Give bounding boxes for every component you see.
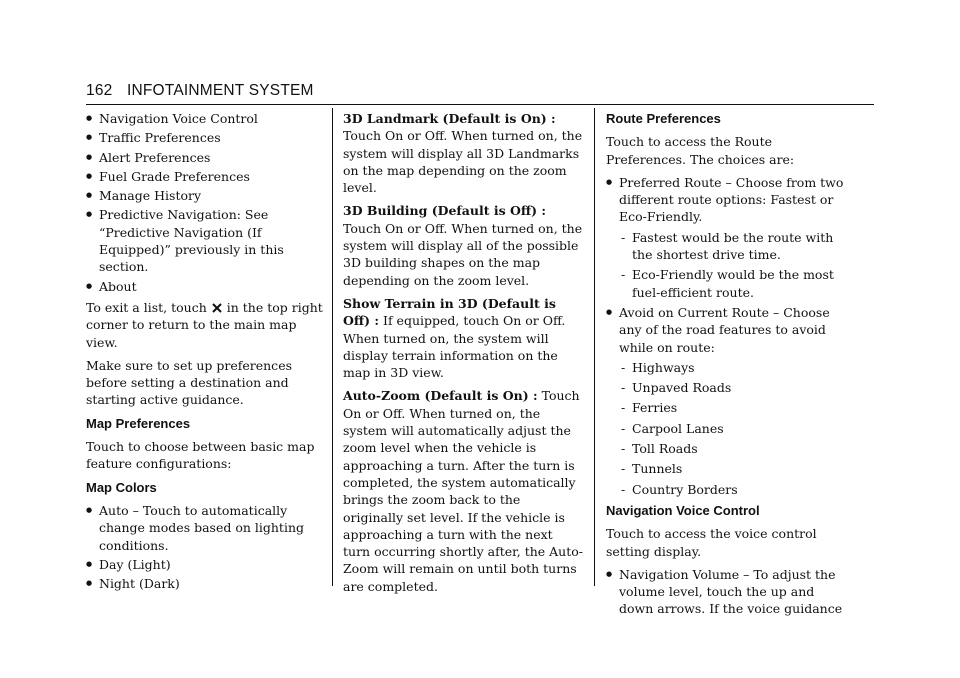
list-item: - Carpool Lanes (619, 420, 846, 437)
header-rule (86, 104, 874, 105)
voice-control-heading: Navigation Voice Control (606, 502, 760, 518)
list-item: ● Predictive Navigation: See “Predictive Navigation (If Equipped)” previously in this section. (86, 206, 326, 275)
list-item: - Ferries (619, 399, 846, 416)
list-item: ● Traffic Preferences (86, 129, 326, 146)
list-item: ● Manage History (86, 187, 326, 204)
list-item: ● Navigation Volume – To adjust the volume level, touch the up and down arrows. If the voice guidance (606, 566, 846, 618)
landmark-paragraph: 3D Landmark (Default is On) : Touch On or Off. When turned on, the system will display all 3D Landmarks on the map depending on the zoom level. (343, 111, 583, 196)
section-title: INFOTAINMENT SYSTEM (126, 82, 314, 99)
route-preferences-heading: Route Preferences (606, 111, 721, 126)
page-header (86, 82, 324, 100)
setup-paragraph: Make sure to set up preferences before setting a destination and starting active guidance. (86, 357, 292, 408)
list-item: ● Avoid on Current Route – Choose any of the road features to avoid while on route: - Highways - Unpaved Roads - Ferries - Carpool Lanes - Toll Roads - Tunnels - Country Borders (606, 304, 846, 498)
route-preferences-paragraph: Touch to access the Route Preferences. The choices are: (606, 134, 795, 167)
map-colors-heading: Map Colors (86, 479, 157, 495)
preferred-route-sublist (619, 229, 846, 301)
route-options-list (606, 174, 846, 498)
column-3 (606, 110, 846, 622)
map-colors-list (86, 502, 326, 592)
list-item: ● Night (Dark) (86, 575, 326, 592)
list-item: ● About (86, 278, 326, 295)
list-item: ● Day (Light) (86, 556, 326, 573)
voice-control-paragraph: Touch to access the voice control setting display. (606, 526, 817, 559)
map-preferences-heading: Map Preferences (86, 415, 191, 431)
map-preferences-paragraph: Touch to choose between basic map feature configurations: (86, 439, 315, 472)
autozoom-paragraph: Auto-Zoom (Default is On) : Touch On or Off. When turned on, the system will automatically adjust the zoom level when the vehicle is approaching a turn. After the turn is completed, the system automatically brings the zoom back to the originally set level. If the vehicle is approaching a turn with the next turn occurring shortly after, the Auto-Zoom will remain on until both turns are completed. (343, 388, 583, 594)
building-paragraph: 3D Building (Default is Off) : Touch On or Off. When turned on, the system will display all of the possible 3D building shapes on the map depending on the zoom level. (343, 203, 583, 288)
list-item: - Highways (619, 359, 846, 376)
exit-paragraph: To exit a list, touch in the top right corner to return to the main map view. (86, 299, 323, 350)
list-item: ● Auto – Touch to automatically change modes based on lighting conditions. (86, 502, 326, 554)
list-item: ● Navigation Voice Control (86, 110, 326, 127)
list-item: ● Fuel Grade Preferences (86, 168, 326, 185)
list-item: - Toll Roads (619, 440, 846, 457)
list-item: - Fastest would be the route with the shortest drive time. (619, 229, 846, 264)
list-item: - Unpaved Roads (619, 379, 846, 396)
bullet-list-top (86, 110, 326, 295)
list-item: - Eco-Friendly would be the most fuel-efficient route. (619, 266, 846, 301)
column-1 (86, 110, 326, 596)
list-item: - Tunnels (619, 460, 846, 477)
page-number: 162 (86, 82, 113, 99)
close-x-icon (212, 303, 222, 313)
list-item: ● Preferred Route – Choose from two different route options: Fastest or Eco-Friendly. - Fastest would be the route with the shortest drive time. - Eco-Friendly would be the most fuel-efficient route. (606, 174, 846, 301)
avoid-route-sublist (619, 359, 846, 498)
column-2 (343, 110, 583, 601)
list-item: ● Alert Preferences (86, 149, 326, 166)
column-divider-1 (332, 108, 333, 586)
list-item: - Country Borders (619, 481, 846, 498)
voice-options-list (606, 566, 846, 618)
terrain-paragraph: Show Terrain in 3D (Default is Off) : If equipped, touch On or Off. When turned on, the system will display terrain information on the map in 3D view. (343, 295, 566, 381)
column-divider-2 (594, 108, 595, 586)
